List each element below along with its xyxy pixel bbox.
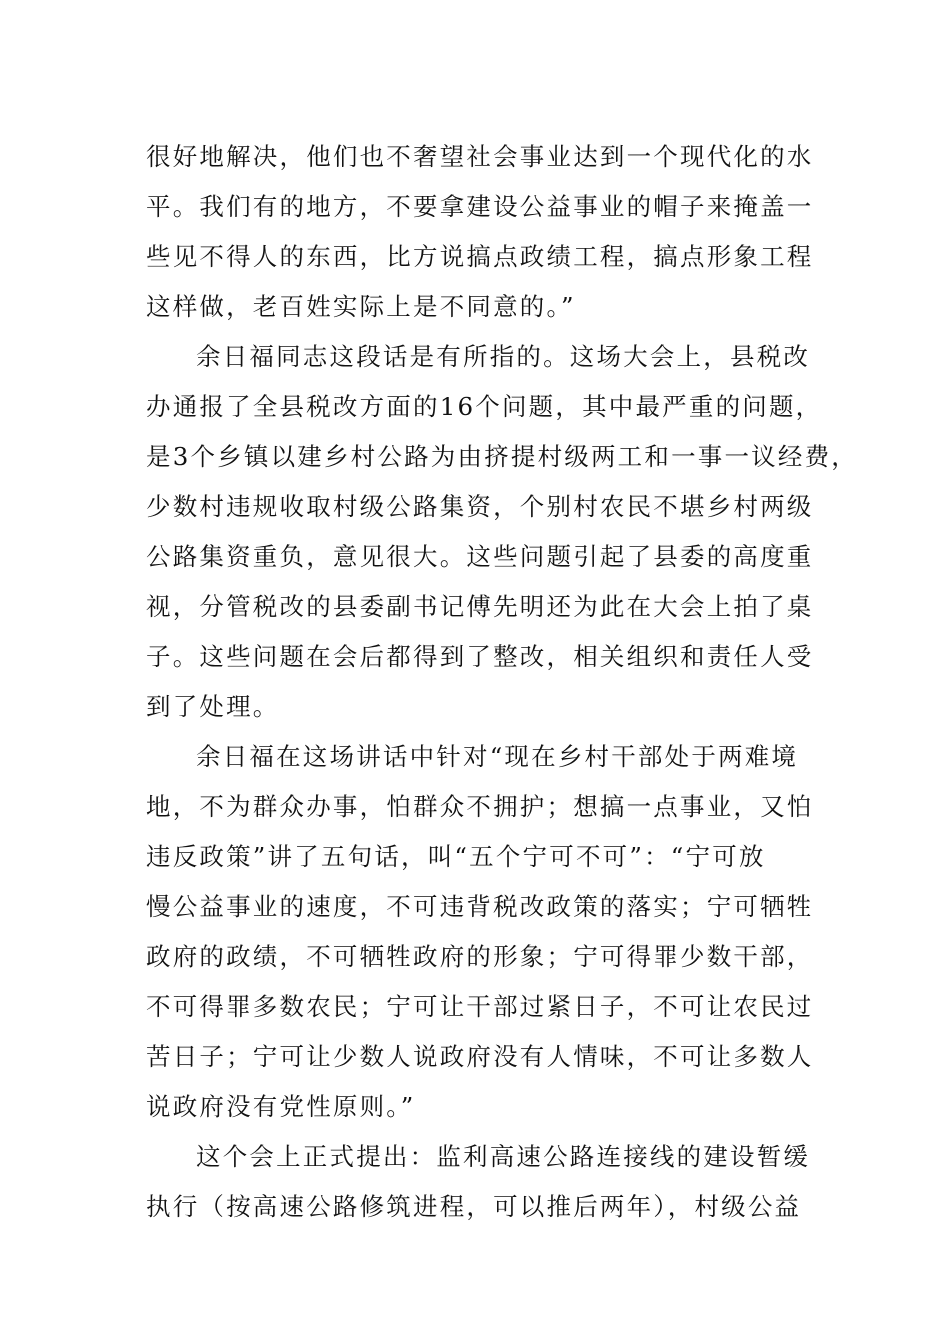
text-line: 是3个乡镇以建乡村公路为由挤提村级两工和一事一议经费， (146, 442, 858, 471)
paragraph-first-line: 余日福在这场讲话中针对“现在乡村干部处于两难境 (196, 742, 799, 771)
text-line: 很好地解决，他们也不奢望社会事业达到一个现代化的水 (146, 142, 814, 171)
text-line: 子。这些问题在会后都得到了整改，相关组织和责任人受 (146, 642, 814, 671)
text-line: 到了处理。 (146, 692, 280, 721)
text-line: 苦日子；宁可让少数人说政府没有人情味，不可让多数人 (146, 1042, 814, 1071)
text-line: 地，不为群众办事，怕群众不拥护；想搞一点事业，又怕 (146, 792, 814, 821)
body-text (146, 132, 858, 1232)
text-line: 视，分管税改的县委副书记傅先明还为此在大会上拍了桌 (146, 592, 814, 621)
text-line: 少数村违规收取村级公路集资，个别村农民不堪乡村两级 (146, 492, 814, 521)
text-line: 不可得罪多数农民；宁可让干部过紧日子，不可让农民过 (146, 992, 814, 1021)
text-line: 执行（按高速公路修筑进程，可以推后两年），村级公益 (146, 1192, 802, 1221)
text-line: 慢公益事业的速度，不可违背税改政策的落实；宁可牺牲 (146, 892, 814, 921)
paragraph-first-line: 余日福同志这段话是有所指的。这场大会上，县税改 (196, 342, 811, 371)
text-line: 办通报了全县税改方面的16个问题，其中最严重的问题， (146, 392, 823, 421)
text-line: 平。我们有的地方，不要拿建设公益事业的帽子来掩盖一 (146, 192, 814, 221)
text-line: 公路集资重负，意见很大。这些问题引起了县委的高度重 (146, 542, 814, 571)
paragraph-first-line: 这个会上正式提出：监利高速公路连接线的建设暂缓 (196, 1142, 811, 1171)
text-line: 些见不得人的东西，比方说搞点政绩工程，搞点形象工程 (146, 242, 814, 271)
text-line: 说政府没有党性原则。” (146, 1092, 416, 1121)
text-line: 政府的政绩，不可牺牲政府的形象；宁可得罪少数干部， (146, 942, 814, 971)
text-line: 这样做，老百姓实际上是不同意的。” (146, 292, 576, 321)
text-line: 违反政策”讲了五句话，叫“五个宁可不可”：“宁可放 (146, 842, 766, 871)
